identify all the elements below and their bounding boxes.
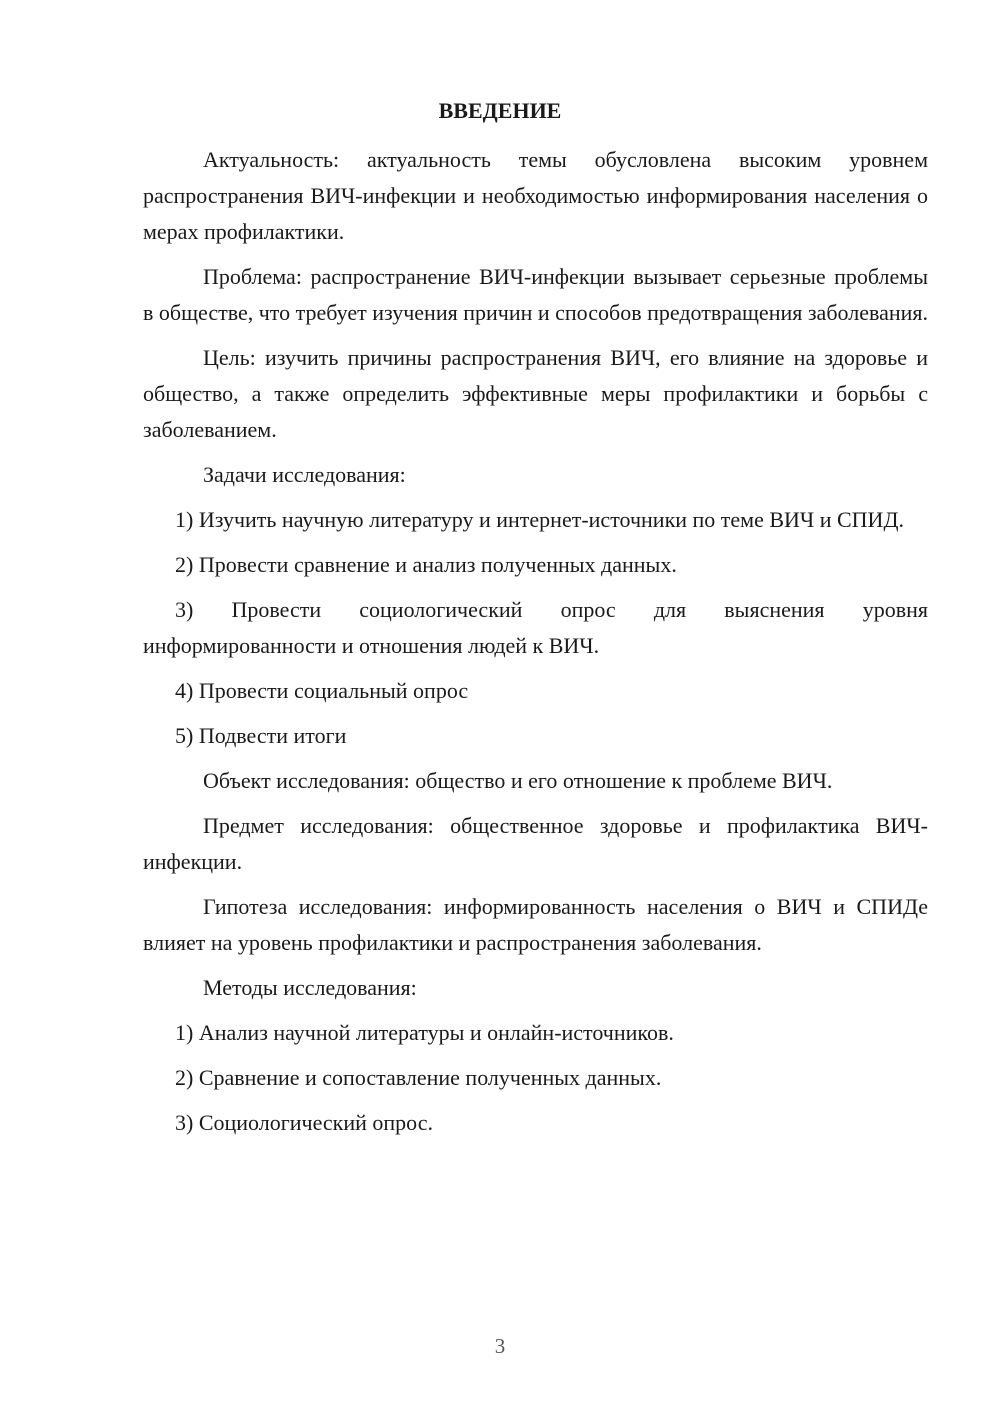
paragraph-tasks-heading: Задачи исследования: bbox=[203, 462, 406, 487]
page-title: ВВЕДЕНИЕ bbox=[438, 98, 562, 123]
list-item-task-4: 4) Провести социальный опрос bbox=[175, 678, 469, 703]
paragraph-hypothesis: Гипотеза исследования: информированность населения о ВИЧ и СПИДе влияет на уровень профилактики и распространения заболевания. bbox=[143, 894, 928, 955]
list-item-method-2: 2) Сравнение и сопоставление полученных данных. bbox=[175, 1065, 662, 1090]
paragraph-subject: Предмет исследования: общественное здоровье и профилактика ВИЧ-инфекции. bbox=[143, 813, 928, 874]
paragraph-methods-heading: Методы исследования: bbox=[203, 975, 417, 1000]
paragraph-object: Объект исследования: общество и его отношение к проблеме ВИЧ. bbox=[203, 768, 833, 793]
page-number: 3 bbox=[494, 1334, 506, 1358]
document-body bbox=[143, 142, 928, 1150]
list-item-task-5: 5) Подвести итоги bbox=[175, 723, 347, 748]
paragraph-relevance: Актуальность: актуальность темы обусловлена высоким уровнем распространения ВИЧ-инфекции и необходимостью информирования населения о мерах профилактики. bbox=[143, 147, 928, 244]
list-item-task-3: 3) Провести социологический опрос для выяснения уровня информированности и отношения людей к ВИЧ. bbox=[143, 597, 928, 658]
list-item-method-1: 1) Анализ научной литературы и онлайн-источников. bbox=[175, 1020, 674, 1045]
paragraph-problem: Проблема: распространение ВИЧ-инфекции вызывает серьезные проблемы в обществе, что требует изучения причин и способов предотвращения заболевания. bbox=[143, 264, 928, 325]
list-item-task-1: 1) Изучить научную литературу и интернет-источники по теме ВИЧ и СПИД. bbox=[175, 507, 904, 532]
list-item-method-3: 3) Социологический опрос. bbox=[175, 1110, 433, 1135]
paragraph-goal: Цель: изучить причины распространения ВИЧ, его влияние на здоровье и общество, а также определить эффективные меры профилактики и борьбы с заболеванием. bbox=[143, 345, 928, 442]
list-item-task-2: 2) Провести сравнение и анализ полученных данных. bbox=[175, 552, 677, 577]
